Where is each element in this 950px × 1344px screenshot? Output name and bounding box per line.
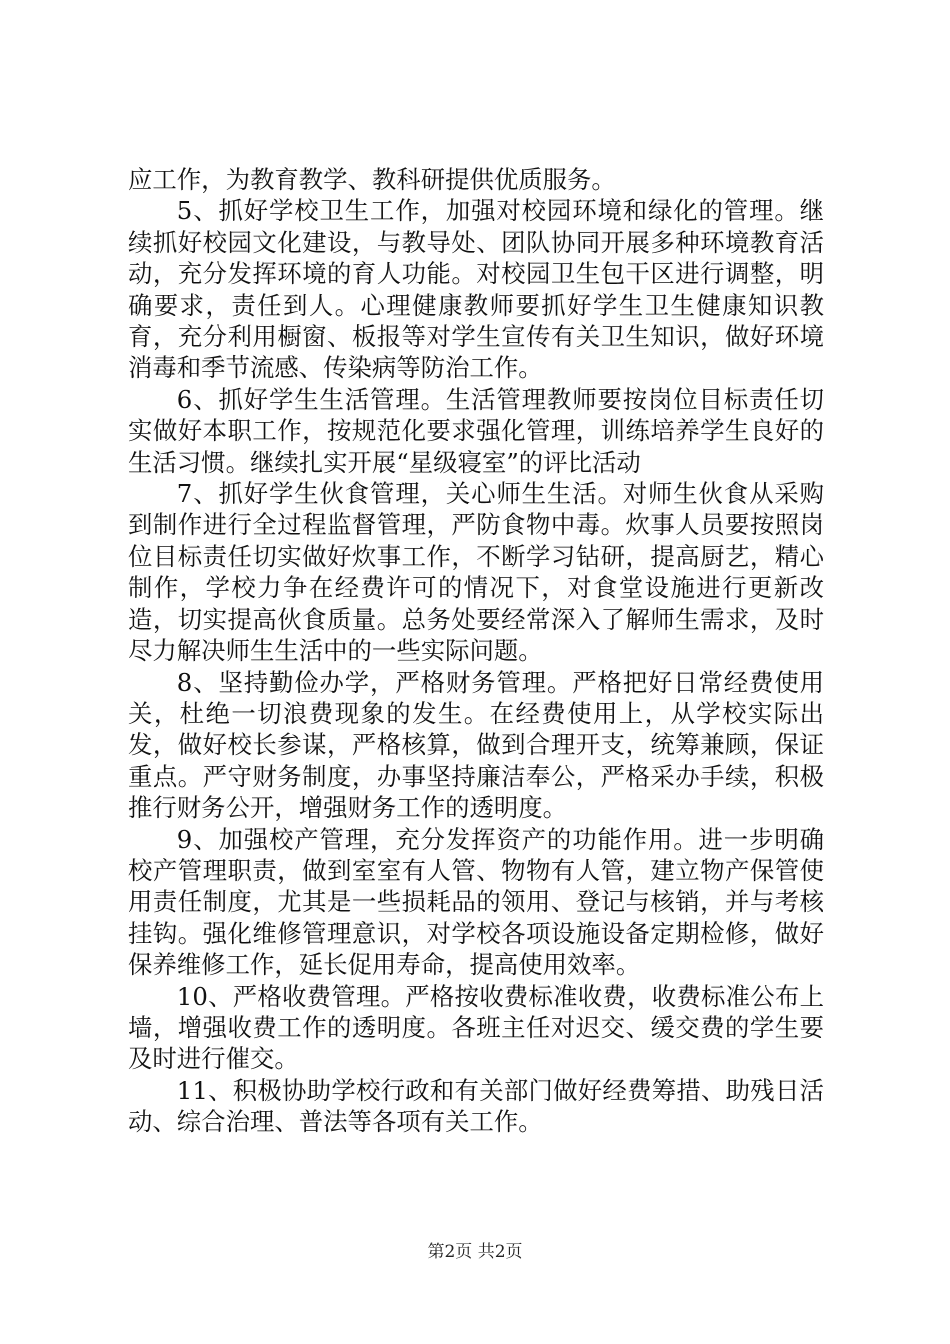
paragraph-item-5: 5、抓好学校卫生工作，加强对校园环境和绿化的管理。继续抓好校园文化建设，与教导处、团队协同开展多种环境教育活动，充分发挥环境的育人功能。对校园卫生包干区进行调整，明确要求，责任到人。心理健康教师要抓好学生卫生健康知识教育，充分利用橱窗、板报等对学生宣传有关卫生知识，做好环境消毒和季节流感、传染病等防治工作。 xyxy=(128,196,824,383)
page-footer: 第2页 共2页 xyxy=(427,1242,523,1262)
paragraph-item-8: 8、坚持勤俭办学，严格财务管理。严格把好日常经费使用关，杜绝一切浪费现象的发生。在经费使用上，从学校实际出发，做好校长参谋，严格核算，做到合理开支，统筹兼顾，保证重点。严守财务制度，办事坚持廉洁奉公，严格采办手续，积极推行财务公开，增强财务工作的透明度。 xyxy=(128,667,824,823)
paragraph-item-11: 11、积极协助学校行政和有关部门做好经费筹措、助残日活动、综合治理、普法等各项有关工作。 xyxy=(128,1075,824,1137)
paragraph-item-10: 10、严格收费管理。严格按收费标准收费，收费标准公布上墙，增强收费工作的透明度。各班主任对迟交、缓交费的学生要及时进行催交。 xyxy=(128,981,824,1074)
paragraph-continuation: 应工作，为教育教学、教科研提供优质服务。 xyxy=(128,165,616,194)
paragraph-item-6: 6、抓好学生生活管理。生活管理教师要按岗位目标责任切实做好本职工作，按规范化要求强化管理，训练培养学生良好的生活习惯。继续扎实开展“星级寝室”的评比活动 xyxy=(128,384,824,477)
document-body xyxy=(128,164,824,1138)
paragraph-item-9: 9、加强校产管理，充分发挥资产的功能作用。进一步明确校产管理职责，做到室室有人管、物物有人管，建立物产保管使用责任制度，尤其是一些损耗品的领用、登记与核销，并与考核挂钩。强化维修管理意识，对学校各项设施设备定期检修，做好保养维修工作，延长促用寿命，提高使用效率。 xyxy=(128,824,824,980)
paragraph-item-7: 7、抓好学生伙食管理，关心师生生活。对师生伙食从采购到制作进行全过程监督管理，严防食物中毒。炊事人员要按照岗位目标责任切实做好炊事工作，不断学习钻研，提高厨艺，精心制作，学校力争在经费许可的情况下，对食堂设施进行更新改造，切实提高伙食质量。总务处要经常深入了解师生需求，及时尽力解决师生生活中的一些实际问题。 xyxy=(128,479,824,666)
